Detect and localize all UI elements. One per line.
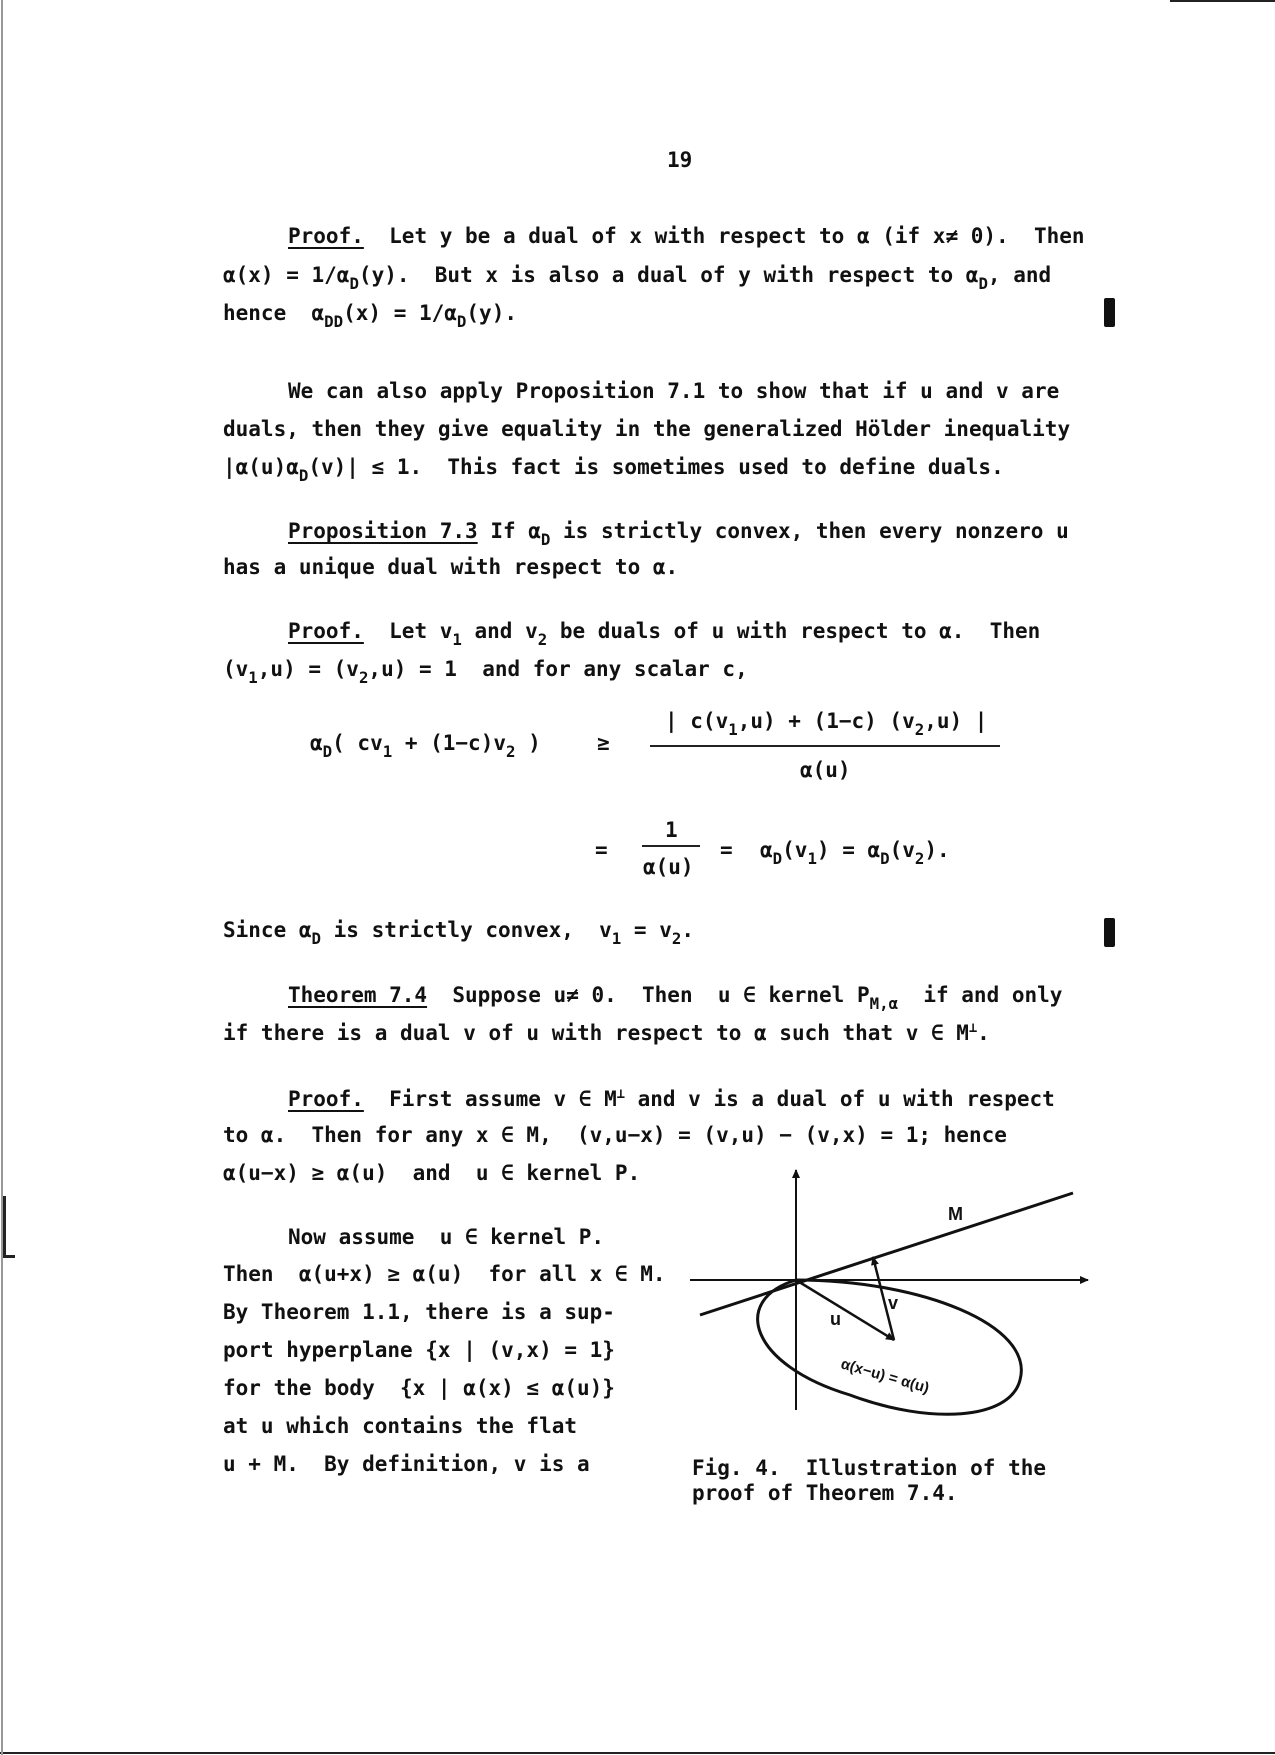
proof3-label: Proof.: [288, 1087, 364, 1111]
label-v: v: [888, 1293, 899, 1313]
equation-2-rhs: $\alpha_D(v_1) = \alpha_D(v_2)$.: [760, 838, 950, 869]
para5-line-1: Now assume u ∈ kernel P.: [288, 1225, 605, 1249]
para2-line-2: duals, then they give equality in the generalized Hölder inequality: [223, 417, 1071, 441]
scan-edge-top: [1170, 0, 1275, 2]
para5-line-2: Then α(u+x) ≥ α(u) for all x ∈ M.: [223, 1262, 666, 1286]
page-number: 19: [667, 148, 693, 172]
para5-line-6: at u which contains the flat: [223, 1414, 578, 1438]
qed-mark-2: [1104, 918, 1115, 947]
para2-line-3: $|\alpha(u)\alpha_D(v)| \le 1$. This fact is sometimes used to define duals.: [223, 455, 1004, 486]
proof2-line-2: $(v_1,u) = (v_2,u) = 1$ and for any scalar c,: [223, 657, 748, 688]
theorem-line-1: Theorem 7.4 Suppose u≠ 0. Then u ∈ kernel $P_{M,\alpha}$ if and only: [288, 983, 1063, 1014]
proposition-line-2: has a unique dual with respect to α.: [223, 555, 679, 579]
proof3-line-1: Proof. First assume v ∈ M⊥ and v is a dual of u with respect: [288, 1085, 1055, 1111]
proof3-line-3: α(u−x) ≥ α(u) and u ∈ kernel P.: [223, 1161, 641, 1185]
since-line: Since $\alpha_D$ is strictly convex, $v_1 = v_2$.: [223, 918, 694, 949]
equation-1-numerator: | $c(v_1,u) + (1-c)$ $(v_2,u)$ |: [665, 709, 988, 740]
equation-2-numerator: 1: [665, 818, 678, 842]
proof-line-1: [288, 226, 1085, 247]
curve-label: α(x−u) = α(u): [838, 1355, 932, 1397]
proposition-label: Proposition 7.3: [288, 519, 478, 543]
label-u: u: [830, 1309, 841, 1329]
flat-line-m: [700, 1193, 1073, 1315]
equation-1-fraction-bar: [650, 745, 1000, 747]
proof-label: Proof.: [288, 224, 364, 248]
equation-1-relation: ≥: [597, 731, 610, 755]
para5-line-7: u + M. By definition, v is a: [223, 1452, 590, 1476]
proof2-line-1: Proof. Let $v_1$ and $v_2$ be duals of u with respect to α. Then: [288, 619, 1041, 650]
figure-caption-line-2: proof of Theorem 7.4.: [692, 1481, 958, 1505]
equation-2-fraction-bar: [642, 845, 700, 847]
equation-2-denominator: α(u): [643, 855, 694, 879]
proof-line-3: hence $\alpha_{DD}(x) = 1/\alpha_D(y)$.: [223, 301, 517, 332]
qed-mark-1: [1104, 298, 1115, 327]
para5-line-4: port hyperplane {x | (v,x) = 1}: [223, 1338, 615, 1362]
scan-edge-bottom: [0, 1752, 1275, 1754]
equation-2-equals-2: =: [720, 838, 733, 862]
label-m: M: [948, 1204, 963, 1224]
theorem-line-2: if there is a dual v of u with respect to α such that v ∈ M⊥.: [223, 1019, 990, 1045]
figure-caption-line-1: Fig. 4. Illustration of the: [692, 1456, 1047, 1480]
figure-4-diagram: [690, 1165, 1100, 1425]
para2-line-1: We can also apply Proposition 7.1 to show that if u and v are: [288, 379, 1060, 403]
proof-text: Let y be a dual of x with respect to α (if x≠ 0). Then: [389, 224, 1085, 248]
theorem-label: Theorem 7.4: [288, 983, 428, 1007]
equation-1-denominator: α(u): [800, 758, 851, 782]
bracket-mark: [3, 1196, 6, 1258]
proposition-line-1: Proposition 7.3 If $\alpha_D$ is strictly convex, then every nonzero u: [288, 519, 1069, 550]
equation-1-lhs: $\alpha_D$( $cv_1 + (1-c)v_2$ ): [310, 731, 541, 762]
vector-u-arrow: [796, 1280, 894, 1340]
para5-line-5: for the body {x | α(x) ≤ α(u)}: [223, 1376, 615, 1400]
bracket-mark-foot: [3, 1255, 15, 1258]
scan-edge-left: [1, 0, 3, 1755]
para5-line-3: By Theorem 1.1, there is a sup-: [223, 1300, 615, 1324]
proof2-label: Proof.: [288, 619, 364, 643]
equation-2-equals: =: [595, 838, 608, 862]
proof3-line-2: to α. Then for any x ∈ M, (v,u−x) = (v,u) − (v,x) = 1; hence: [223, 1123, 1007, 1147]
proof-line-2: $\alpha(x) = 1/\alpha_D(y)$. But x is also a dual of y with respect to $\alpha_D$, and: [223, 263, 1052, 294]
